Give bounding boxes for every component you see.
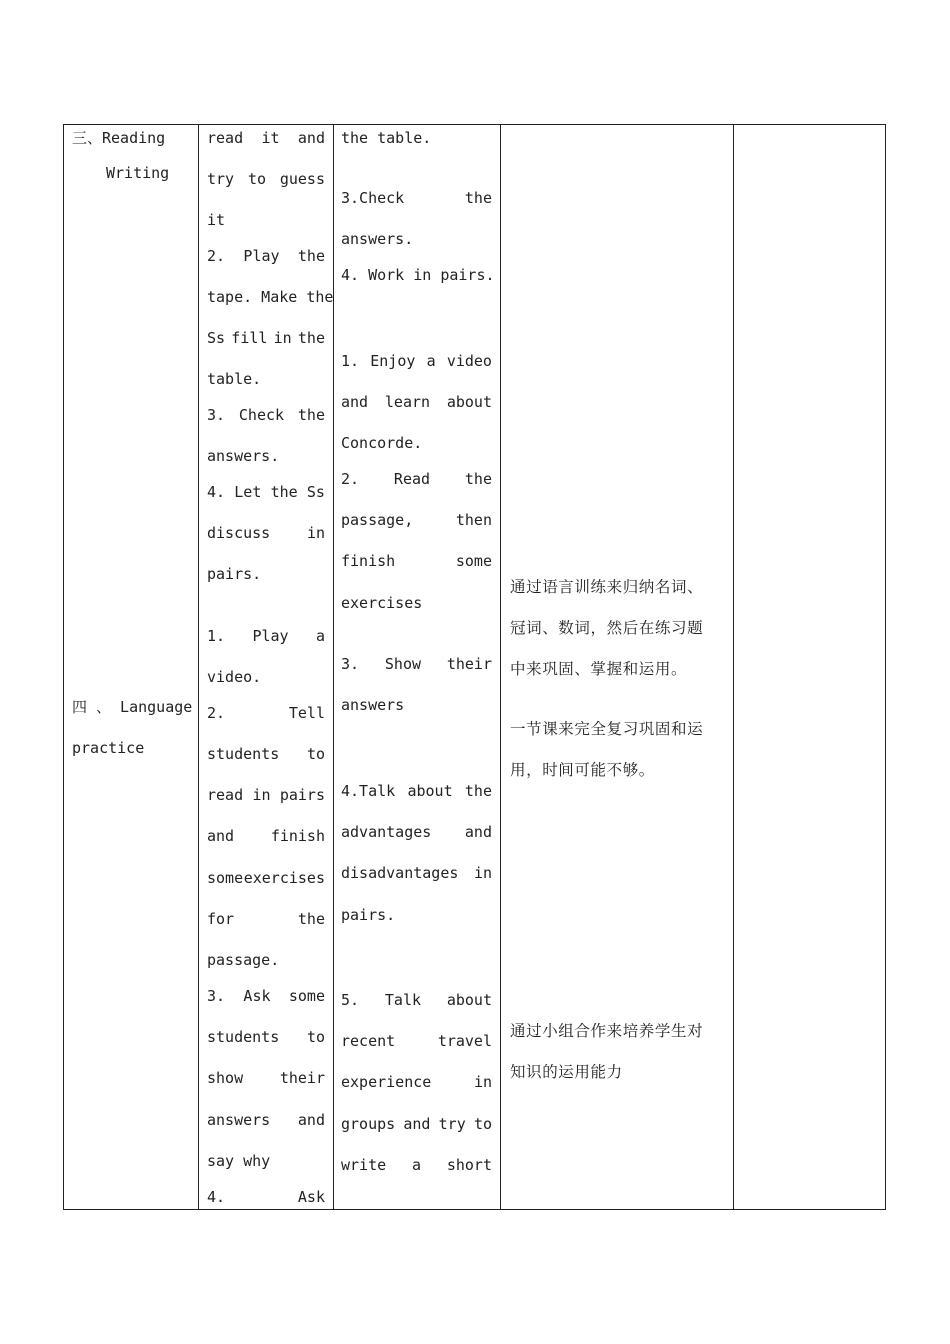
word: the (297, 910, 325, 928)
student-activity-line: answers (341, 696, 405, 714)
word: Play (243, 247, 280, 265)
word: and (464, 823, 492, 841)
teacher-activity-line: table. (207, 370, 262, 388)
word: about (446, 991, 492, 1009)
teacher-activity-line: say why (207, 1152, 271, 1170)
word: Play (252, 627, 289, 645)
teacher-activity-line: video. (207, 668, 262, 686)
word: the (297, 406, 325, 424)
note-summary-line: 冠词、数词，然后在练习题 (510, 619, 704, 637)
word: 3. (341, 655, 360, 673)
word: video (446, 352, 492, 370)
teacher-activity-line (207, 406, 325, 424)
word: 1. (341, 352, 360, 370)
word: groups (341, 1115, 396, 1133)
note-summary-line: 中来巩固、掌握和运用。 (510, 660, 688, 678)
word: for (207, 910, 235, 928)
word: try (438, 1115, 466, 1133)
student-activity-line (341, 1115, 492, 1133)
teacher-activity-line (207, 745, 325, 763)
word: their (446, 655, 492, 673)
word: in (273, 329, 292, 347)
teacher-activity-line: it (207, 211, 226, 229)
teacher-activity-line (207, 1111, 325, 1129)
word: finish (270, 827, 325, 845)
word: exercises (243, 869, 325, 887)
teacher-activity-line (207, 704, 325, 722)
word: the (270, 483, 298, 501)
note-summary-line: 通过语言训练来归纳名词、 (510, 578, 704, 596)
word: 2. (207, 247, 226, 265)
student-activity-line: exercises (341, 594, 423, 612)
teacher-activity-line (207, 786, 325, 804)
word: advantages (341, 823, 432, 841)
word: fill (231, 329, 268, 347)
teacher-activity-line: answers. (207, 447, 280, 465)
word: experience (341, 1073, 432, 1091)
word: 5. (341, 991, 360, 1009)
student-activity-line (341, 393, 492, 411)
word: about (446, 393, 492, 411)
student-activity-line (341, 1073, 492, 1091)
word: a (315, 627, 325, 645)
word: 1. (207, 627, 226, 645)
note-group-line: 知识的运用能力 (510, 1063, 623, 1081)
teacher-activity-line (207, 1188, 325, 1206)
word: the (297, 329, 325, 347)
word: in (473, 864, 492, 882)
teacher-activity-column (207, 0, 334, 1344)
teacher-activity-line (207, 987, 325, 1005)
teacher-activity-line: passage. (207, 951, 280, 969)
word: and (341, 393, 369, 411)
teacher-activity-line (207, 329, 325, 347)
word: disadvantages (341, 864, 459, 882)
word: Tell (288, 704, 325, 722)
word: students (207, 745, 280, 763)
teacher-activity-line (207, 910, 325, 928)
teacher-activity-line (207, 1069, 325, 1087)
student-activity-line (341, 782, 492, 800)
student-activity-line (341, 1032, 492, 1050)
student-activity-line: Concorde. (341, 434, 423, 452)
column-divider (500, 124, 501, 1210)
word: to (247, 170, 266, 188)
word: some (207, 869, 244, 887)
word: read (207, 129, 244, 147)
student-activity-line: the table. (341, 129, 432, 147)
teacher-activity-line (207, 483, 325, 501)
word: short (446, 1156, 492, 1174)
word: Show (384, 655, 422, 673)
student-activity-line (341, 991, 492, 1009)
word: in (252, 786, 271, 804)
word: 2. (207, 704, 226, 722)
teacher-activity-line (207, 827, 325, 845)
word: a (411, 1156, 422, 1174)
column-divider (198, 124, 199, 1210)
word: then (455, 511, 492, 529)
teacher-activity-line: tape. Make the (207, 288, 334, 306)
stage-column (72, 0, 193, 1344)
word: 2. (341, 470, 360, 488)
word: to (473, 1115, 492, 1133)
word: the (464, 470, 492, 488)
word: Read (393, 470, 431, 488)
word: and (403, 1115, 431, 1133)
teacher-activity-line (207, 129, 325, 147)
word: Ss (207, 329, 226, 347)
word: 3.Check (341, 189, 405, 207)
stage-reading-label: 三、Reading (72, 129, 166, 147)
word: Ss (306, 483, 325, 501)
student-activity-line (341, 864, 492, 882)
word: Talk (384, 991, 422, 1009)
column-divider (333, 124, 334, 1210)
word: read (207, 786, 244, 804)
student-activity-line (341, 511, 492, 529)
teacher-activity-line (207, 170, 325, 188)
word: pairs (279, 786, 325, 804)
word: guess (279, 170, 325, 188)
word: 4.Talk (341, 782, 396, 800)
student-activity-line: pairs. (341, 906, 396, 924)
word: it (261, 129, 280, 147)
student-activity-column (341, 0, 495, 1344)
student-activity-line (341, 552, 492, 570)
word: and (297, 129, 325, 147)
teacher-activity-line (207, 247, 325, 265)
student-activity-line (341, 352, 492, 370)
word: the (297, 247, 325, 265)
word: the (464, 189, 492, 207)
word: 3. (207, 406, 226, 424)
word: to (306, 745, 325, 763)
student-activity-line (341, 470, 492, 488)
word: Enjoy (370, 352, 416, 370)
word: their (279, 1069, 325, 1087)
word: students (207, 1028, 280, 1046)
word: 3. (207, 987, 226, 1005)
student-activity-line: answers. (341, 230, 414, 248)
student-activity-line (341, 189, 492, 207)
word: Let (234, 483, 262, 501)
word: and (297, 1111, 325, 1129)
note-time-line: 用，时间可能不够。 (510, 761, 655, 779)
teacher-activity-line: pairs. (207, 565, 262, 583)
stage-writing-label: Writing (106, 164, 170, 182)
student-activity-line (341, 1156, 492, 1174)
word: Check (238, 406, 285, 424)
word: finish (341, 552, 396, 570)
note-time-line: 一节课来完全复习巩固和运 (510, 720, 704, 738)
teacher-activity-line (207, 524, 325, 542)
note-group-line: 通过小组合作来培养学生对 (510, 1022, 704, 1040)
teacher-activity-line (207, 1028, 325, 1046)
word: some (455, 552, 492, 570)
word: a (426, 352, 436, 370)
word: Ask (243, 987, 271, 1005)
word: try (207, 170, 235, 188)
word: some (288, 987, 325, 1005)
word: recent (341, 1032, 396, 1050)
word: Ask (297, 1188, 325, 1206)
student-activity-line (341, 655, 492, 673)
word: 4. (207, 1188, 226, 1206)
word: show (207, 1069, 244, 1087)
word: 4. (207, 483, 226, 501)
word: travel (437, 1032, 492, 1050)
column-divider (733, 124, 734, 1210)
word: learn (384, 393, 431, 411)
stage-practice-label: practice (72, 739, 145, 757)
design-notes-column (510, 0, 726, 1344)
word: to (306, 1028, 325, 1046)
word: in (473, 1073, 492, 1091)
stage-language-label: 四 、 Language (72, 698, 193, 716)
word: passage, (341, 511, 414, 529)
word: the (464, 782, 492, 800)
word: about (407, 782, 453, 800)
student-activity-line: 4. Work in pairs. (341, 266, 495, 284)
word: discuss (207, 524, 271, 542)
word: and (207, 827, 235, 845)
word: answers (207, 1111, 271, 1129)
word: write (341, 1156, 387, 1174)
teacher-activity-line (207, 869, 325, 887)
teacher-activity-line (207, 627, 325, 645)
student-activity-line (341, 823, 492, 841)
word: in (306, 524, 325, 542)
